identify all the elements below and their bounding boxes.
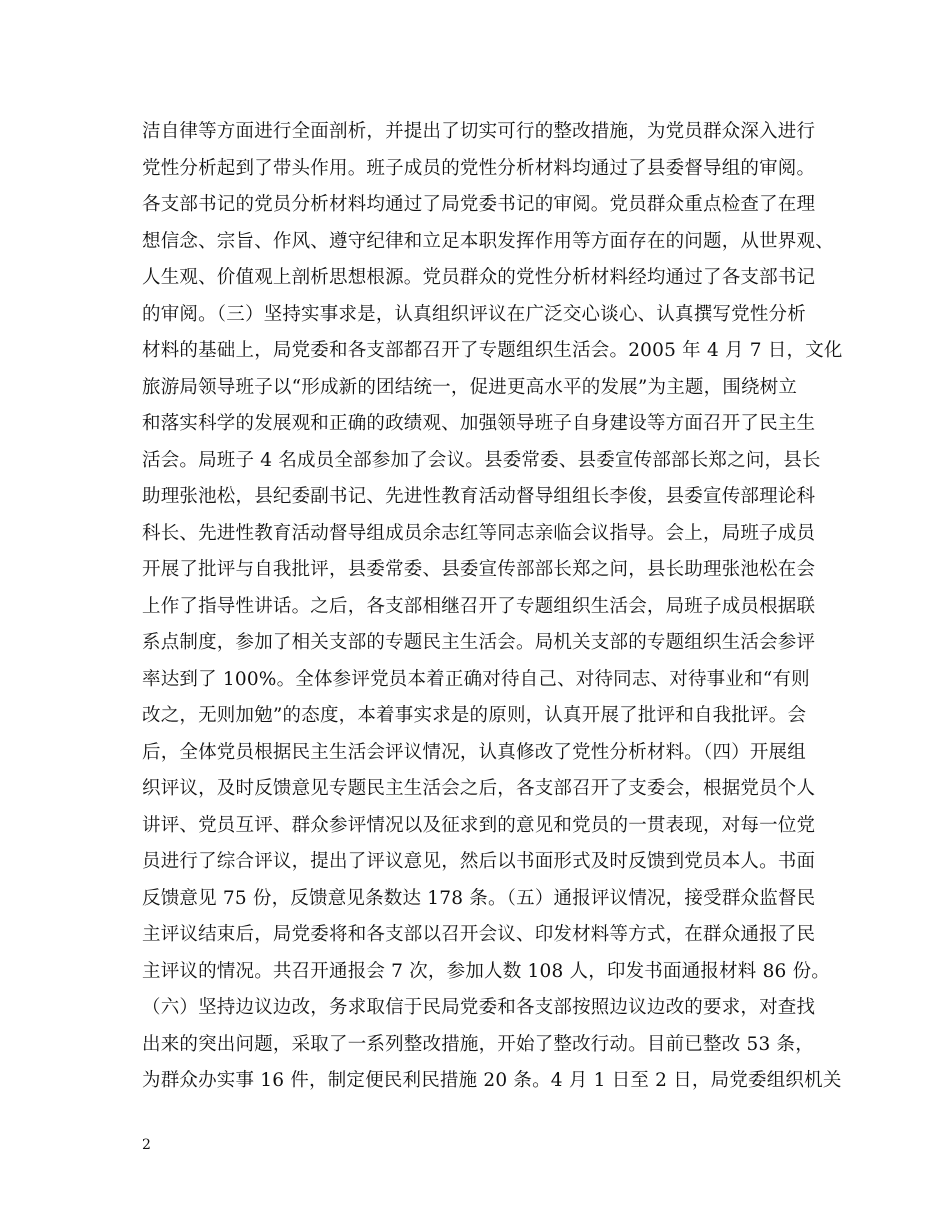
text-line: 科长、先进性教育活动督导组成员余志红等同志亲临会议指导。会上，局班子成员 <box>142 522 816 544</box>
text-line: 率达到了 100%。全体参评党员本着正确对待自己、对待同志、对待事业和“有则 <box>142 668 810 690</box>
text-line: 旅游局领导班子以“形成新的团结统一，促进更高水平的发展”为主题，围绕树立 <box>142 376 798 398</box>
page-number: 2 <box>142 1137 151 1153</box>
text-line: 党性分析起到了带头作用。班子成员的党性分析材料均通过了县委督导组的审阅。 <box>142 157 816 179</box>
text-line: 各支部书记的党员分析材料均通过了局党委书记的审阅。党员群众重点检查了在理 <box>142 194 816 215</box>
text-line: 和落实科学的发展观和正确的政绩观、加强领导班子自身建设等方面召开了民主生 <box>142 413 816 434</box>
text-line: 后，全体党员根据民主生活会评议情况，认真修改了党性分析材料。（四）开展组 <box>142 741 806 763</box>
text-line: （六）坚持边议边改，务求取信于民局党委和各支部按照边议边改的要求，对查找 <box>142 997 816 1018</box>
text-line: 材料的基础上，局党委和各支部都召开了专题组织生活会。2005 年 4 月 7 日，文化 <box>142 340 843 361</box>
text-line: 为群众办实事 16 件，制定便民利民措施 20 条。4 月 1 日至 2 日，局党委组织机关 <box>142 1070 842 1091</box>
text-line: 改之，无则加勉”的态度，本着事实求是的原则，认真开展了批评和自我批评。会 <box>142 705 807 726</box>
text-line: 活会。局班子 4 名成员全部参加了会议。县委常委、县委宣传部部长郑之问，县长 <box>142 449 821 471</box>
text-line: 的审阅。（三）坚持实事求是，认真组织评议在广泛交心谈心、认真撰写党性分析 <box>142 303 806 325</box>
text-line: 开展了批评与自我批评，县委常委、县委宣传部部长郑之问，县长助理张池松在会 <box>142 559 816 580</box>
text-line: 助理张池松，县纪委副书记、先进性教育活动督导组组长李俊，县委宣传部理论科 <box>142 486 816 507</box>
text-line: 讲评、党员互评、群众参评情况以及征求到的意见和党员的一贯表现，对每一位党 <box>142 814 816 836</box>
text-line: 想信念、宗旨、作风、遵守纪律和立足本职发挥作用等方面存在的问题，从世界观、 <box>142 230 834 252</box>
text-line: 员进行了综合评议，提出了评议意见，然后以书面形式及时反馈到党员本人。书面 <box>142 851 816 872</box>
text-line: 织评议，及时反馈意见专题民主生活会之后，各支部召开了支委会，根据党员个人 <box>142 778 816 799</box>
text-line: 上作了指导性讲话。之后，各支部相继召开了专题组织生活会，局班子成员根据联 <box>142 595 816 617</box>
text-line: 人生观、价值观上剖析思想根源。党员群众的党性分析材料经均通过了各支部书记 <box>142 267 816 288</box>
text-line: 洁自律等方面进行全面剖析，并提出了切实可行的整改措施，为党员群众深入进行 <box>142 121 816 142</box>
text-line: 主评议的情况。共召开通报会 7 次，参加人数 108 人，印发书面通报材料 86 份。 <box>142 960 831 982</box>
text-line: 反馈意见 75 份，反馈意见条数达 178 条。（五）通报评议情况，接受群众监督民 <box>142 887 816 909</box>
text-line: 系点制度，参加了相关支部的专题民主生活会。局机关支部的专题组织生活会参评 <box>142 632 816 653</box>
body-text <box>142 114 843 1100</box>
text-line: 出来的突出问题，采取了一系列整改措施，开始了整改行动。目前已整改 53 条， <box>142 1033 814 1055</box>
text-line: 主评议结束后，局党委将和各支部以召开会议、印发材料等方式，在群众通报了民 <box>142 924 816 945</box>
